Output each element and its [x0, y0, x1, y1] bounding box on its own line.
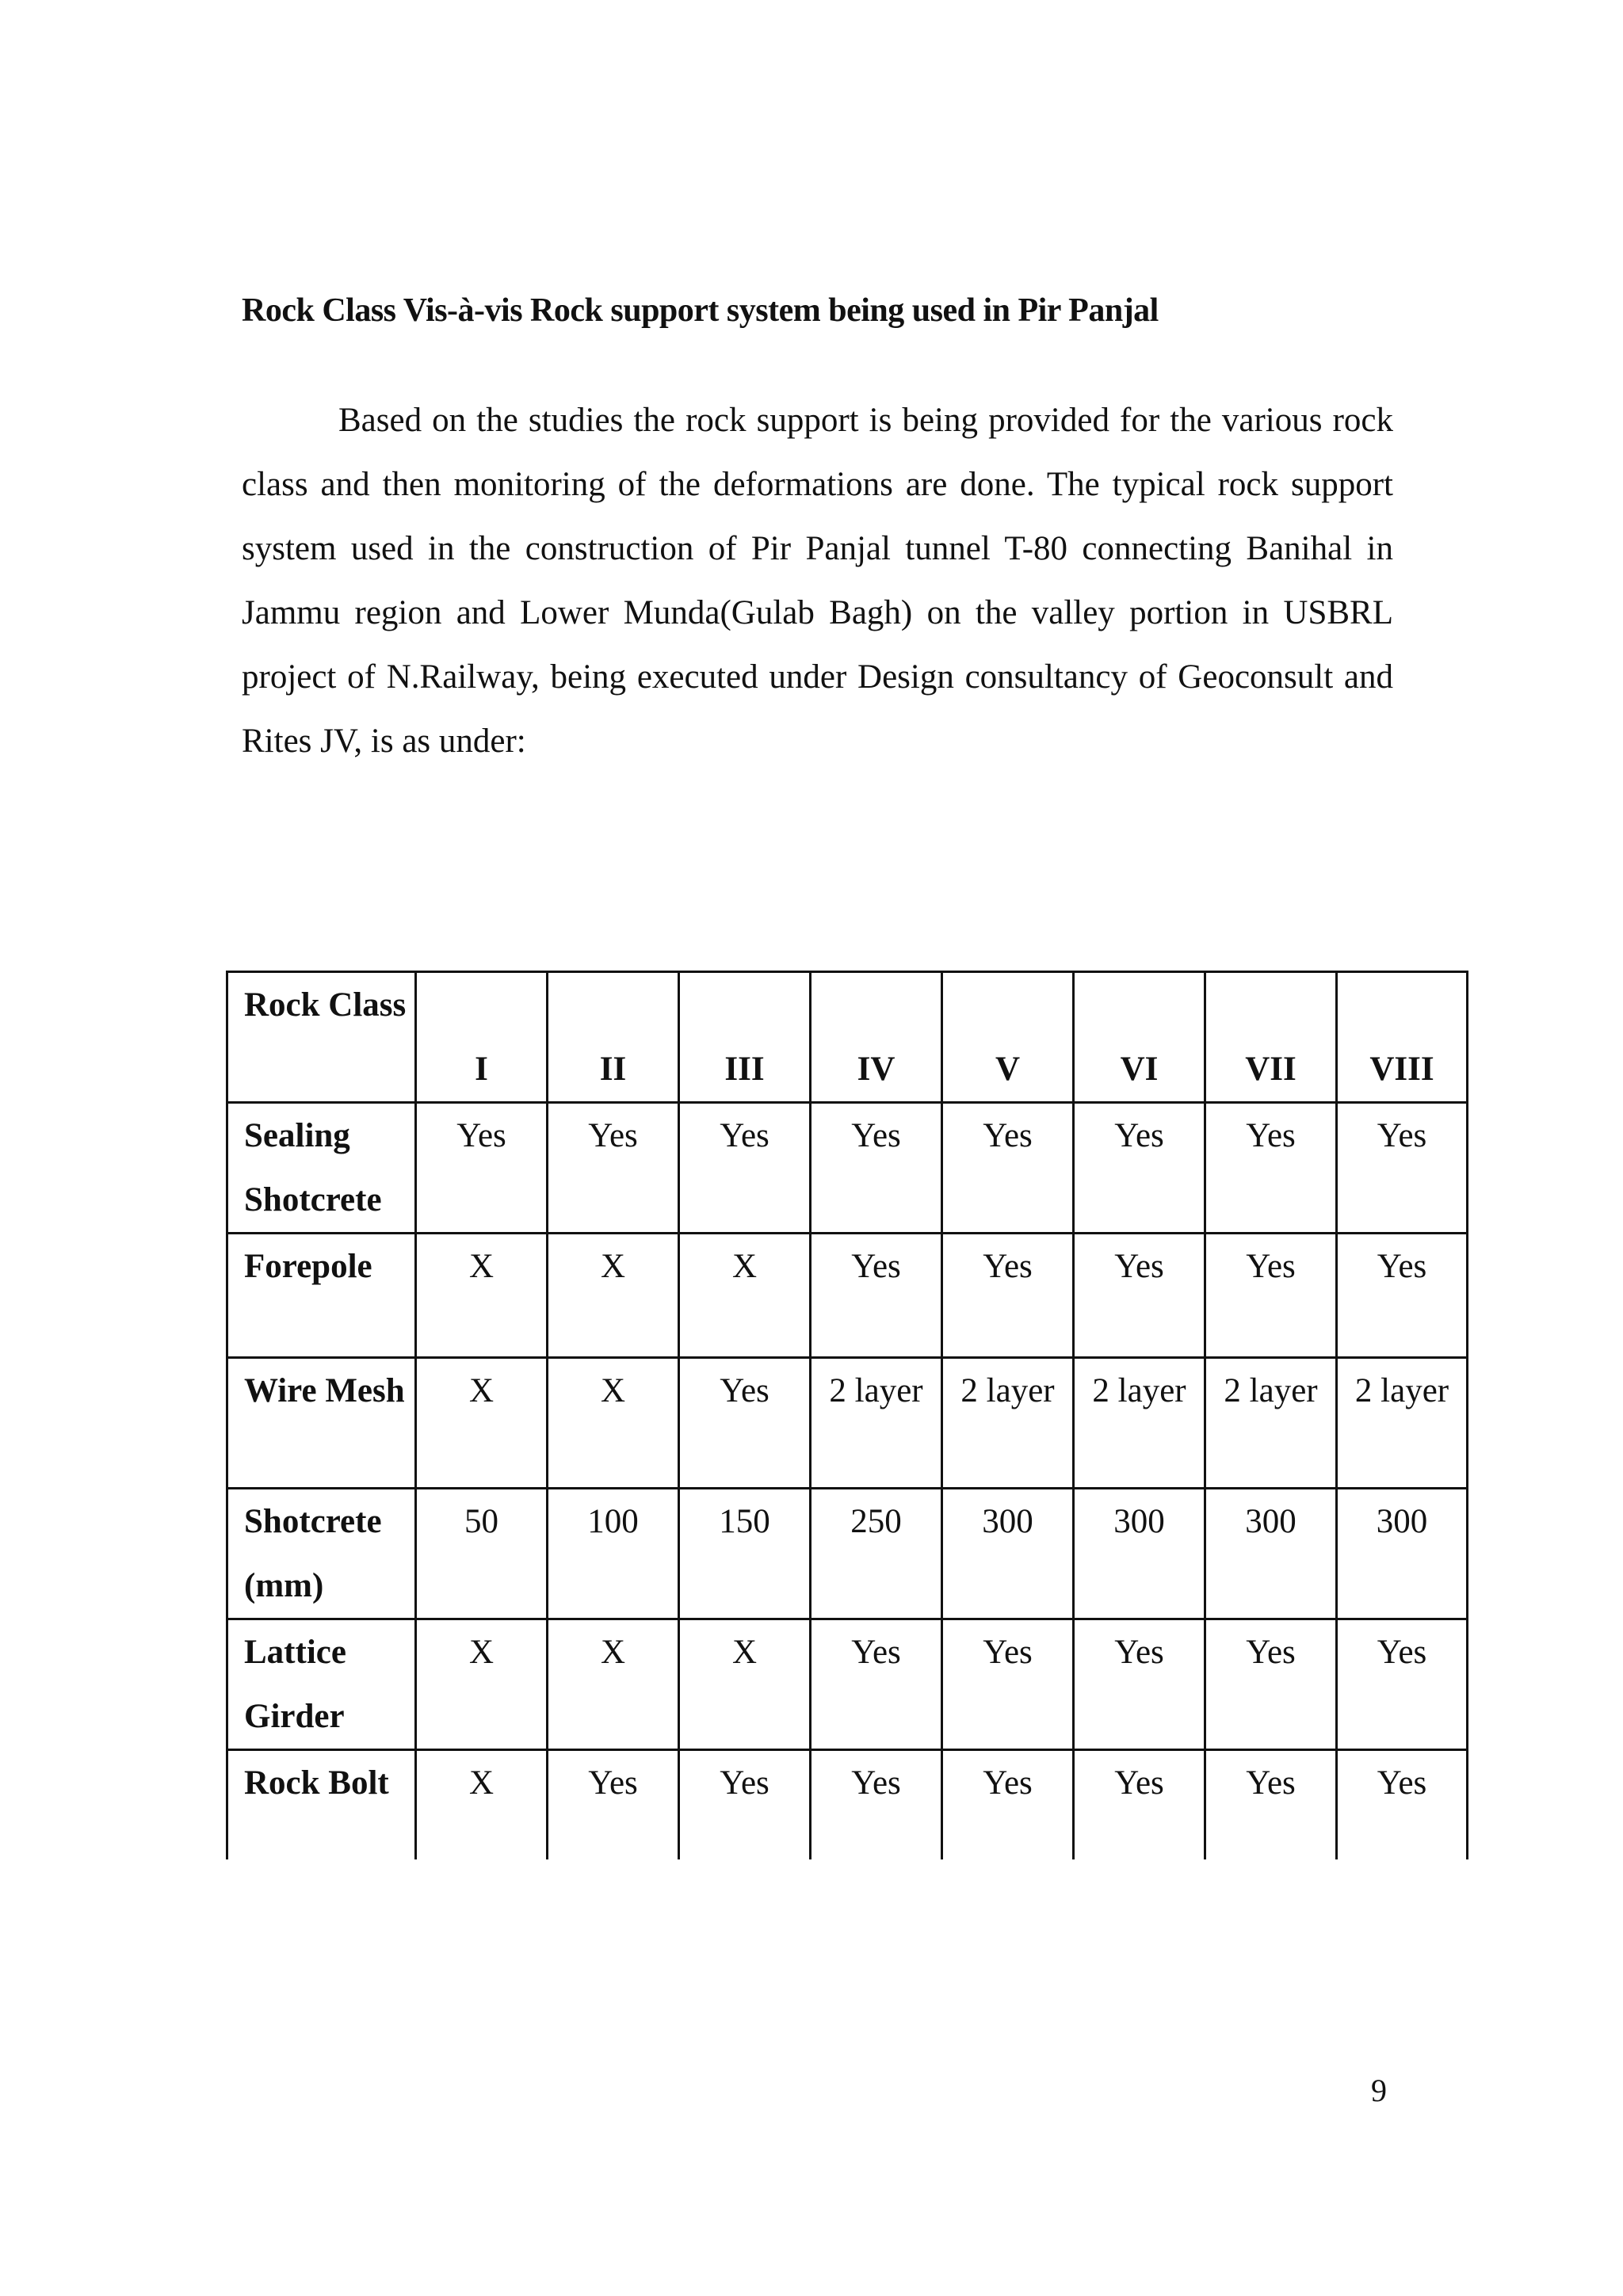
table-cell: Yes	[1337, 1234, 1468, 1358]
table-cell: 300	[1337, 1489, 1468, 1619]
column-header: II	[548, 972, 679, 1103]
row-label-cell: Rock Bolt	[227, 1750, 416, 1859]
page-number: 9	[1371, 2073, 1387, 2108]
intro-paragraph: Based on the studies the rock support is being provided for the various rock class and then monitoring of the deformations are done. The typical rock support system used in the construction of Pir Panjal tunnel T-80 connecting Banihal in Jammu region and Lower Munda(Gulab Bagh) on the valley portion in USBRL project of N.Railway, being executed under Design consultancy of Geoconsult and Rites JV, is as under:	[242, 402, 1393, 760]
page-heading: Rock Class Vis-à-vis Rock support system being used in Pir Panjal	[242, 292, 1159, 329]
table-cell: X	[416, 1750, 548, 1859]
table-cell: Yes	[1337, 1103, 1468, 1234]
table-cell: 2 layer	[811, 1358, 942, 1489]
table-cell: 300	[942, 1489, 1074, 1619]
table-cell: Yes	[1337, 1750, 1468, 1859]
table-cell: Yes	[1074, 1234, 1205, 1358]
table-cell: X	[548, 1619, 679, 1750]
table-cell: 300	[1074, 1489, 1205, 1619]
table-body	[227, 972, 1468, 1859]
table-cell: 2 layer	[1337, 1358, 1468, 1489]
table-cell: Yes	[548, 1103, 679, 1234]
table-cell: Yes	[942, 1619, 1074, 1750]
table-row	[227, 1358, 1468, 1489]
table-cell: 50	[416, 1489, 548, 1619]
table-row	[227, 1489, 1468, 1619]
row-label-cell: Wire Mesh	[227, 1358, 416, 1489]
table-cell: Yes	[942, 1750, 1074, 1859]
table-cell: X	[679, 1619, 811, 1750]
table-cell: 300	[1205, 1489, 1337, 1619]
table-cell: Yes	[811, 1619, 942, 1750]
table-cell: Yes	[811, 1234, 942, 1358]
table-cell: X	[416, 1234, 548, 1358]
table-cell: Yes	[1205, 1750, 1337, 1859]
table-cell: 2 layer	[942, 1358, 1074, 1489]
table-cell: Yes	[811, 1750, 942, 1859]
row-label-cell: Sealing Shotcrete	[227, 1103, 416, 1234]
table-cell: Yes	[942, 1234, 1074, 1358]
column-header: VIII	[1337, 972, 1468, 1103]
table-cell: X	[416, 1358, 548, 1489]
column-header: VI	[1074, 972, 1205, 1103]
table-cell: X	[548, 1234, 679, 1358]
table-cell: Yes	[942, 1103, 1074, 1234]
row-label-cell: Shotcrete (mm)	[227, 1489, 416, 1619]
table-row	[227, 1750, 1468, 1859]
table-cell: 150	[679, 1489, 811, 1619]
row-label-cell: Lattice Girder	[227, 1619, 416, 1750]
column-header: V	[942, 972, 1074, 1103]
table-cell: Yes	[1074, 1750, 1205, 1859]
header-label-cell: Rock Class	[227, 972, 416, 1103]
column-header: VII	[1205, 972, 1337, 1103]
table-row	[227, 1234, 1468, 1358]
table-cell: 100	[548, 1489, 679, 1619]
table-cell: Yes	[679, 1358, 811, 1489]
table-cell: X	[679, 1234, 811, 1358]
table-cell: Yes	[1337, 1619, 1468, 1750]
table-cell: Yes	[1205, 1619, 1337, 1750]
table-cell: Yes	[416, 1103, 548, 1234]
table-cell: 2 layer	[1074, 1358, 1205, 1489]
table-cell: Yes	[811, 1103, 942, 1234]
row-label-cell: Forepole	[227, 1234, 416, 1358]
table-cell: Yes	[679, 1750, 811, 1859]
table-cell: 250	[811, 1489, 942, 1619]
table-row	[227, 1619, 1468, 1750]
column-header: III	[679, 972, 811, 1103]
rock-support-table	[226, 971, 1468, 1859]
table-header-row	[227, 972, 1468, 1103]
table-cell: X	[548, 1358, 679, 1489]
table-cell: Yes	[548, 1750, 679, 1859]
table-row	[227, 1103, 1468, 1234]
column-header: IV	[811, 972, 942, 1103]
table-cell: Yes	[1205, 1103, 1337, 1234]
table-cell: Yes	[679, 1103, 811, 1234]
table-cell: Yes	[1074, 1619, 1205, 1750]
table-cell: 2 layer	[1205, 1358, 1337, 1489]
table-cell: Yes	[1205, 1234, 1337, 1358]
table-cell: X	[416, 1619, 548, 1750]
table-cell: Yes	[1074, 1103, 1205, 1234]
column-header: I	[416, 972, 548, 1103]
